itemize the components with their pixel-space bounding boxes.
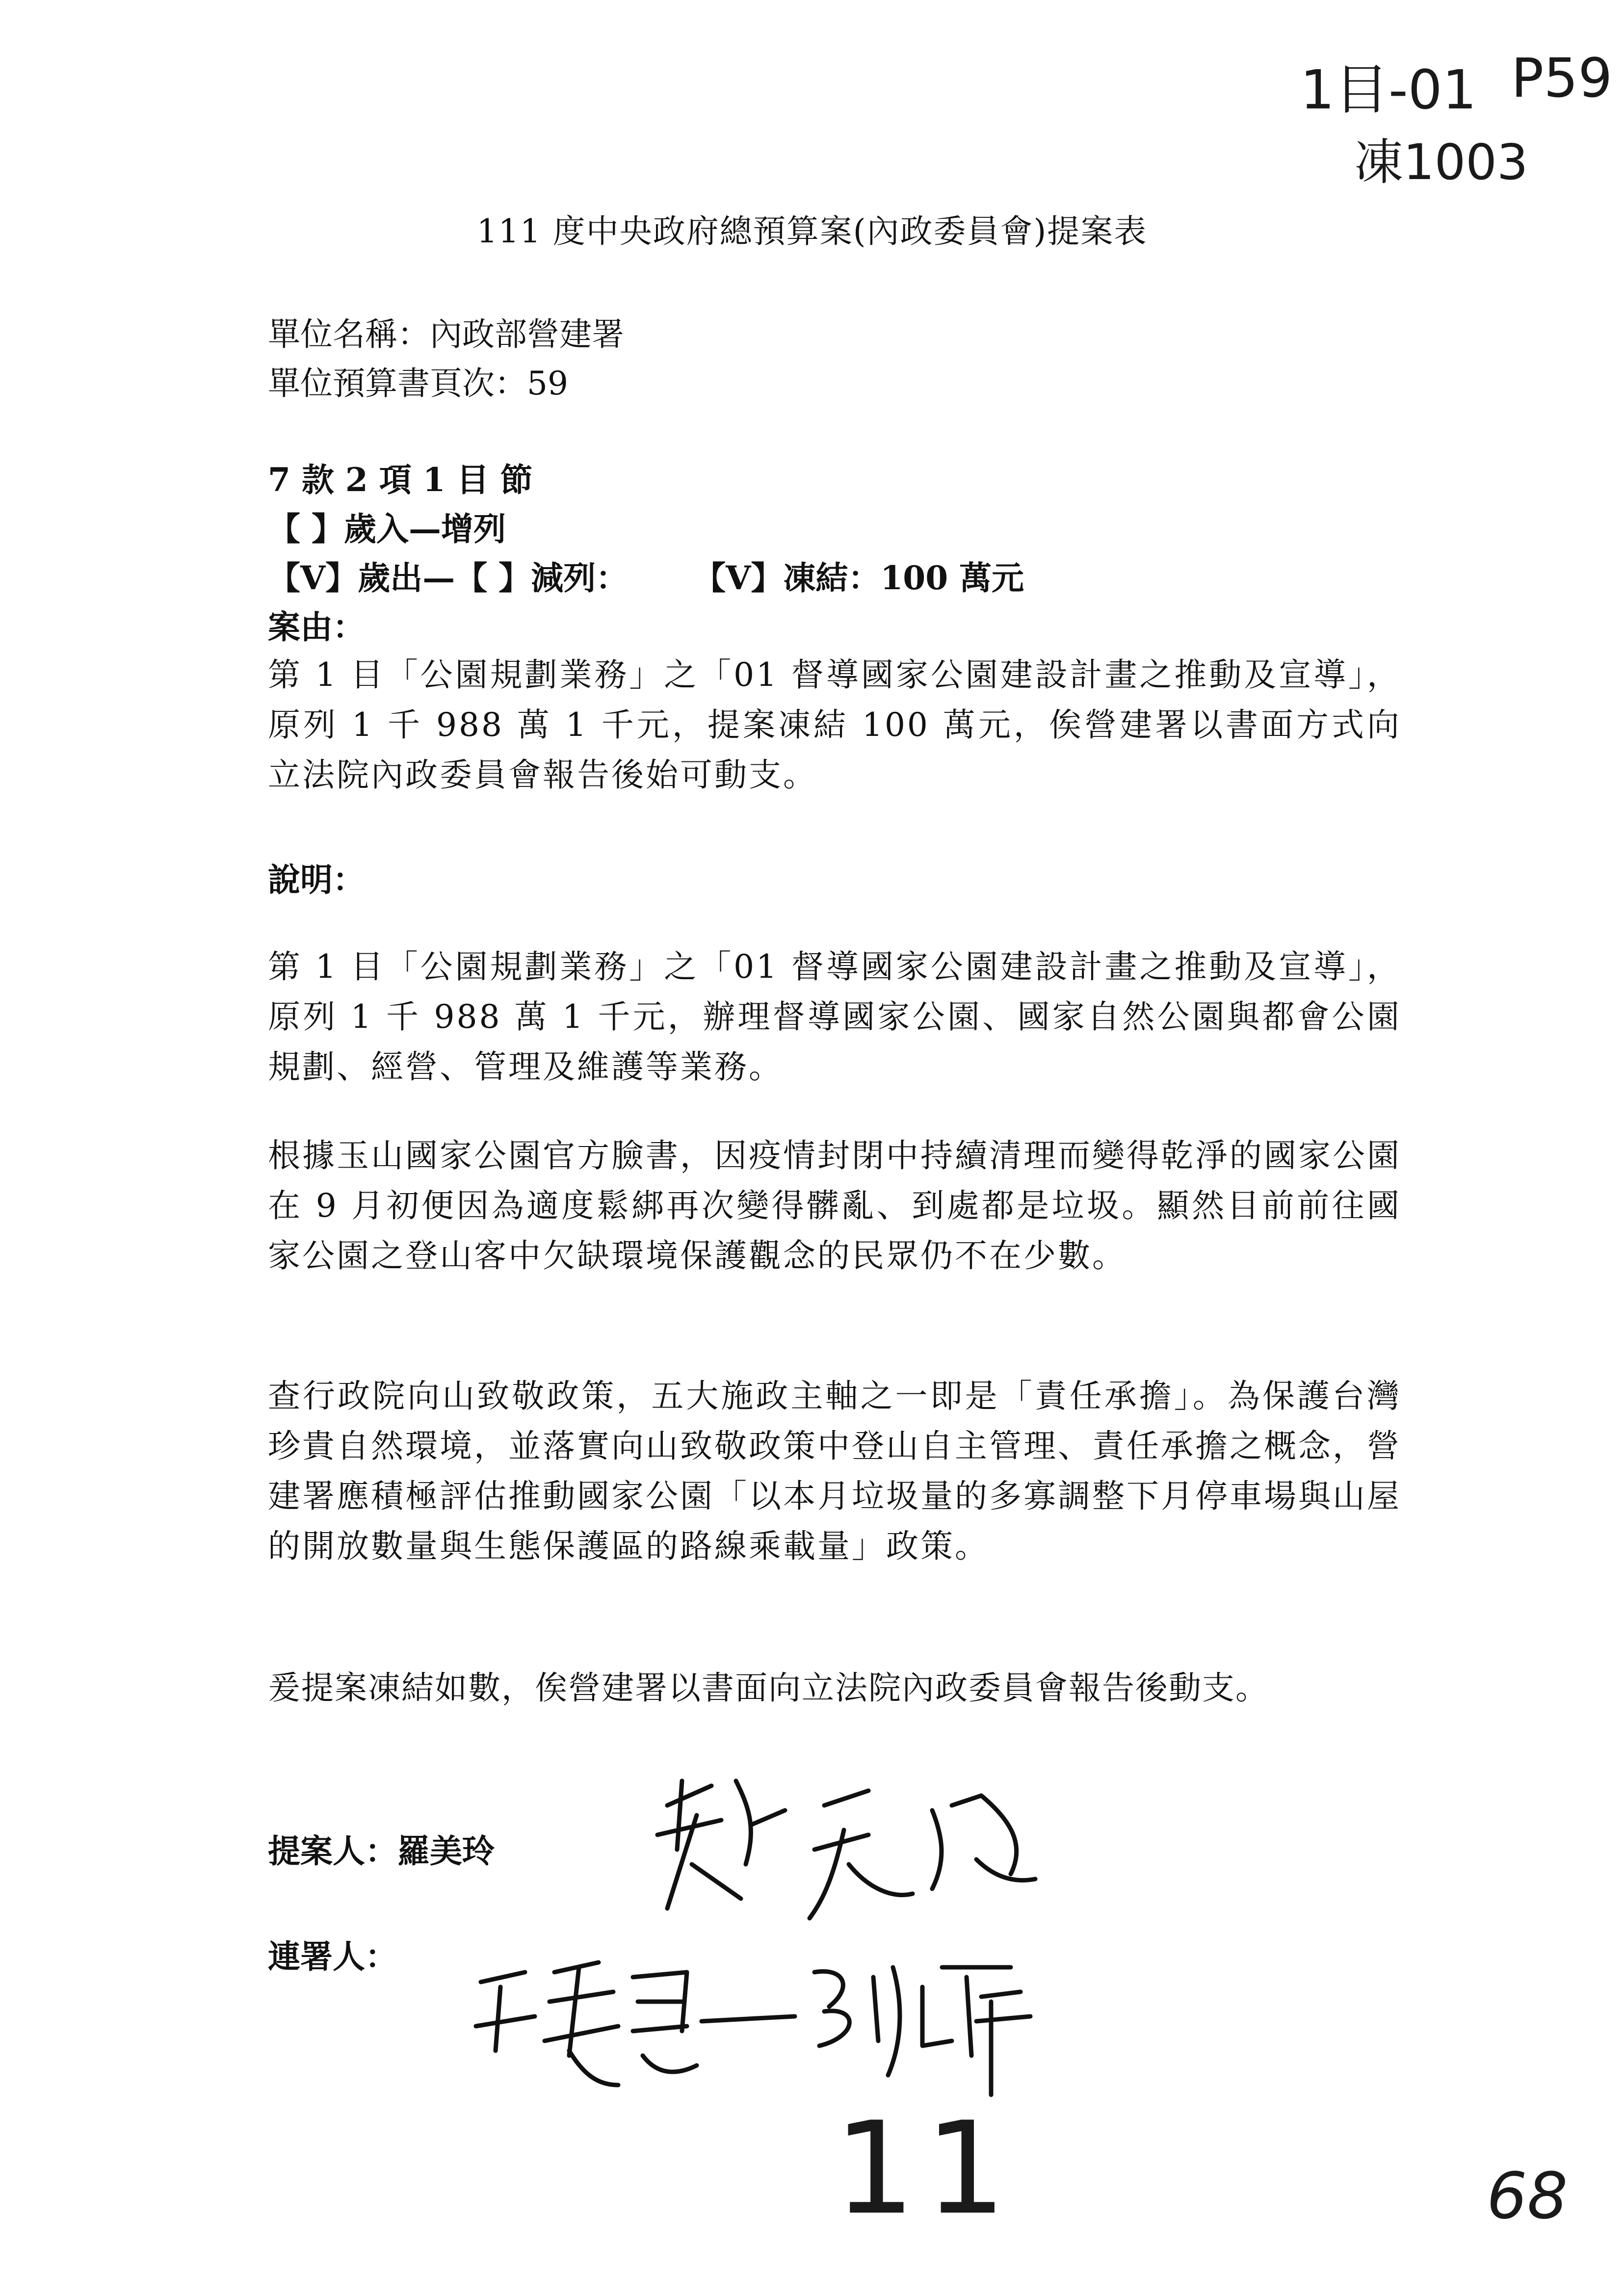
handwritten-corner-number: 68 xyxy=(1487,2159,1568,2233)
expense-reduce: 【V】歲出—【 】減列： xyxy=(268,559,629,597)
handwritten-ref-code: 1目-01 xyxy=(1300,58,1477,121)
explain-paragraph-3: 查行政院向山致敬政策，五大施政主軸之一即是「責任承擔」。為保護台灣珍貴自然環境，並落實向山致敬政策中登山自主管理、責任承擔之概念，營建署應積極評估推動國家公園「以本月垃圾量的多寡調整下月停車場與山屋的開放數量與生態保護區的路線乘載量」政策。 xyxy=(268,1377,1401,1565)
cosigner-signature xyxy=(471,1928,1084,2105)
explain-paragraph-4: 爰提案凍結如數，俟營建署以書面向立法院內政委員會報告後動支。 xyxy=(268,1669,1269,1707)
revenue-line: 【 】歲入—增列 xyxy=(268,510,506,548)
cosigner-label: 連署人： xyxy=(268,1937,397,1976)
unit-budget-page: 單位預算書頁次：59 xyxy=(268,365,568,402)
expense-freeze: 【V】凍結：100 萬元 xyxy=(693,559,1024,597)
proposer-signature xyxy=(638,1751,1079,1938)
handwritten-freeze-ref: 凍1003 xyxy=(1354,133,1528,191)
case-text: 第 1 目「公園規劃業務」之「01 督導國家公園建設計畫之推動及宣導」，原列 1 千 988 萬 1 千元，提案凍結 100 萬元，俟營建署以書面方式向立法院內政委員會報告後始可動支。 xyxy=(268,656,1401,794)
section-heading: 7 款 2 項 1 目 節 xyxy=(268,461,533,499)
handwritten-number: 11 xyxy=(834,2095,1016,2243)
explain-label: 說明： xyxy=(268,861,365,899)
handwritten-page-ref: P59 xyxy=(1511,47,1613,109)
case-label: 案由： xyxy=(268,608,365,646)
explain-paragraph-1: 第 1 目「公園規劃業務」之「01 督導國家公園建設計畫之推動及宣導」，原列 1 千 988 萬 1 千元，辦理督導國家公園、國家自然公園與都會公園規劃、經營、管理及維護等業務。 xyxy=(268,948,1401,1086)
unit-name: 單位名稱：內政部營建署 xyxy=(268,315,624,353)
proposer: 提案人：羅美玲 xyxy=(268,1832,495,1870)
page-title: 111 度中央政府總預算案(內政委員會)提案表 xyxy=(476,212,1148,250)
explain-paragraph-2: 根據玉山國家公園官方臉書，因疫情封閉中持續清理而變得乾淨的國家公園在 9 月初便因為適度鬆綁再次變得髒亂、到處都是垃圾。顯然目前前往國家公園之登山客中欠缺環境保護觀念的民眾仍不在少數。 xyxy=(268,1137,1401,1275)
expense-line xyxy=(268,552,1024,599)
